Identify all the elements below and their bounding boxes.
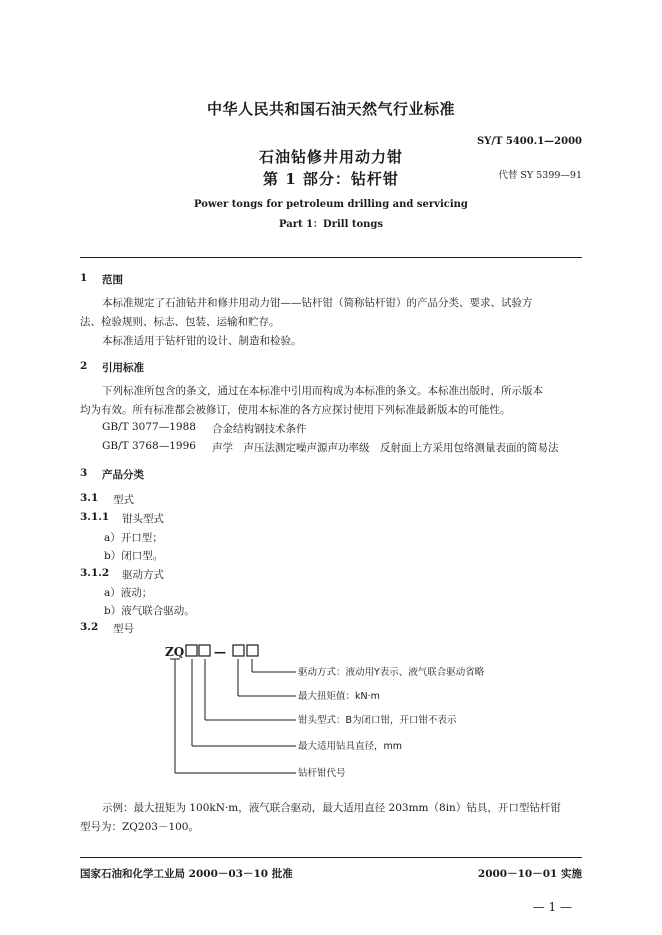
- subsection-3-2-number: 3.2: [80, 621, 99, 633]
- subsection-3-1-heading: 型式: [113, 494, 134, 506]
- subsection-3-1-number: 3.1: [80, 492, 99, 504]
- model-prefix: ZQ: [165, 645, 185, 659]
- document-title-line2: 第 1 部分：钻杆钳: [263, 170, 399, 188]
- reference-title: 合金结构钢技术条件: [212, 423, 307, 435]
- example-line2: 型号为：ZQ203－100。: [80, 821, 199, 833]
- list-item: b）液气联合驱动。: [104, 605, 195, 617]
- list-item: b）闭口型。: [104, 550, 164, 562]
- list-item: a）液动；: [104, 587, 153, 599]
- placeholder-box: [186, 645, 197, 656]
- section2-para-line1: 下列标准所包含的条文，通过在本标准中引用而构成为本标准的条文。本标准出版时，所示版本: [102, 385, 543, 397]
- subsection-3-1-1-heading: 钳头型式: [122, 513, 164, 525]
- standard-code: SY/T 5400.1—2000: [476, 136, 582, 147]
- section1-para2: 本标准适用于钻杆钳的设计、制造和检验。: [102, 335, 302, 347]
- placeholder-box: [233, 645, 244, 656]
- replaces-standard: 代替 SY 5399—91: [498, 170, 582, 181]
- subsection-3-2-heading: 型号: [113, 623, 134, 635]
- subsection-3-1-1-number: 3.1.1: [80, 511, 110, 523]
- footer-divider: [80, 857, 582, 858]
- document-title-line1: 石油钻修井用动力钳: [258, 148, 403, 166]
- approval-info: 国家石油和化学工业局 2000－03－10 批准: [80, 868, 293, 880]
- placeholder-box: [199, 645, 210, 656]
- section1-heading: 范围: [102, 274, 123, 286]
- section1-para1-line2: 法、检验规则、标志、包装、运输和贮存。: [80, 316, 280, 328]
- diagram-label-diameter: 最大适用钻具直径，mm: [298, 741, 403, 752]
- reference-code: GB/T 3768—1996: [102, 440, 196, 452]
- english-title-line2: Part 1：Drill tongs: [278, 219, 384, 230]
- section2-number: 2: [80, 360, 88, 372]
- list-item: a）开口型；: [104, 532, 163, 544]
- section2-para-line2: 均为有效。所有标准都会被修订，使用本标准的各方应探讨使用下列标准最新版本的可能性。: [80, 404, 511, 416]
- diagram-label-code: 钻杆钳代号: [298, 768, 346, 779]
- section1-para1-line1: 本标准规定了石油钻井和修井用动力钳——钻杆钳（简称钻杆钳）的产品分类、要求、试验方: [102, 297, 533, 309]
- model-separator: —: [214, 645, 226, 659]
- reference-title: 声学 声压法测定噪声源声功率级 反射面上方采用包络测量表面的简易法: [212, 442, 559, 454]
- implementation-date: 2000－10－01 实施: [477, 868, 582, 880]
- reference-code: GB/T 3077—1988: [102, 421, 196, 433]
- subsection-3-1-2-heading: 驱动方式: [122, 569, 164, 581]
- section2-heading: 引用标准: [102, 362, 144, 374]
- subsection-3-1-2-number: 3.1.2: [80, 567, 110, 579]
- diagram-label-drive: 驱动方式：液动用Y表示、液气联合驱动省略: [298, 667, 485, 678]
- section3-number: 3: [80, 467, 88, 479]
- example-line1: 示例：最大扭矩为 100kN·m，液气联合驱动，最大适用直径 203mm（8in）钻具，开口型钻杆钳: [102, 802, 561, 814]
- diagram-label-head-type: 钳头型式：B为闭口钳，开口钳不表示: [298, 715, 457, 726]
- placeholder-box: [247, 645, 258, 656]
- english-title-line1: Power tongs for petroleum drilling and servicing: [194, 199, 468, 210]
- page-number: — 1 —: [532, 900, 572, 914]
- diagram-label-torque: 最大扭矩值：kN·m: [298, 691, 380, 702]
- section3-heading: 产品分类: [102, 469, 144, 481]
- section1-number: 1: [80, 272, 88, 284]
- issuing-organization: 中华人民共和国石油天然气行业标准: [206, 100, 455, 118]
